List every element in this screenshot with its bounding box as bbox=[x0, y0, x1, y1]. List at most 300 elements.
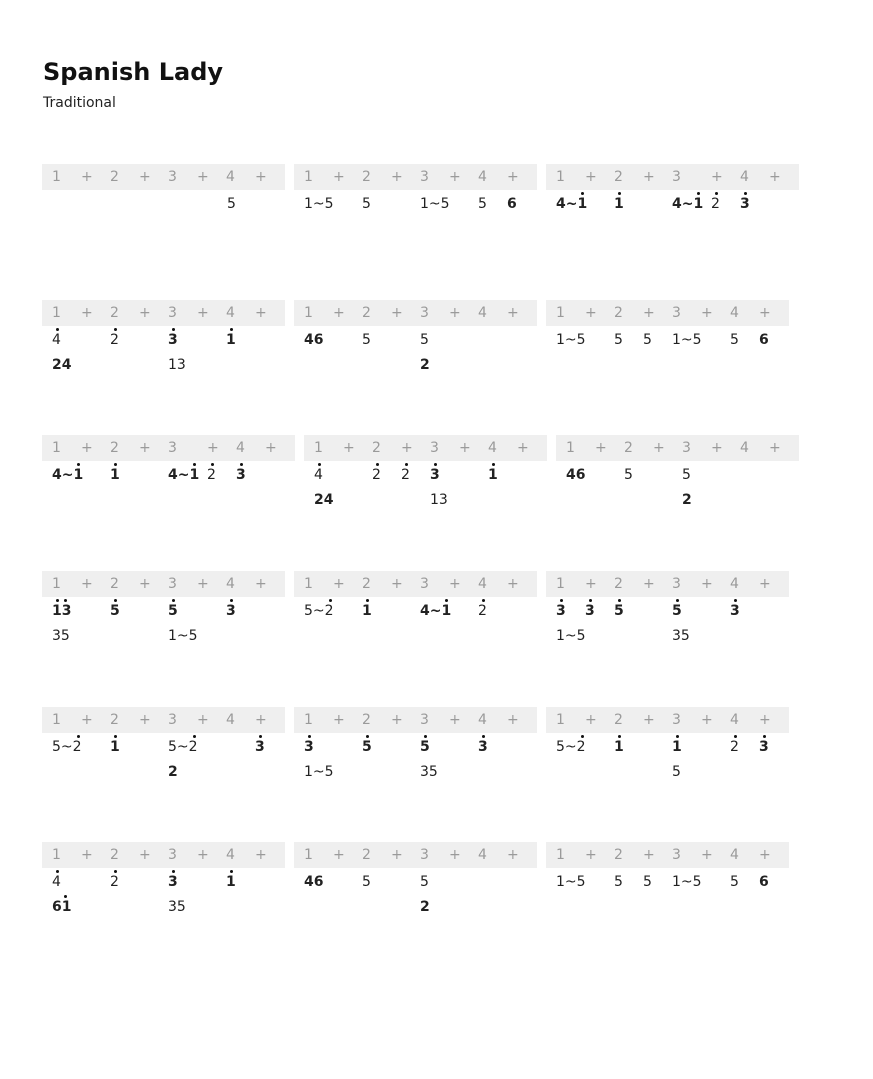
beat-label: 4 bbox=[226, 305, 235, 321]
tab-note: 13 bbox=[168, 357, 186, 373]
beat-label: 2 bbox=[110, 169, 119, 185]
beat-label: 2 bbox=[110, 576, 119, 592]
beat-label: 2 bbox=[110, 305, 119, 321]
tab-note: 1~5 bbox=[556, 874, 586, 890]
octave-dot bbox=[172, 599, 175, 602]
beat-label: 2 bbox=[614, 169, 623, 185]
tab-note: 46 bbox=[304, 874, 324, 890]
beat-label: 3 bbox=[168, 712, 177, 728]
octave-dot bbox=[114, 599, 117, 602]
tab-note: 1 bbox=[226, 874, 236, 890]
beat-label: 3 bbox=[420, 712, 429, 728]
beat-label: + bbox=[391, 576, 403, 592]
beat-label: 3 bbox=[420, 169, 429, 185]
tab-note: 5~2 bbox=[556, 739, 586, 755]
beat-label: 1 bbox=[314, 440, 323, 456]
tab-note: 4 bbox=[52, 874, 61, 890]
beat-label: 2 bbox=[110, 440, 119, 456]
tab-note: 3 bbox=[478, 739, 488, 755]
tab-note: 6 bbox=[507, 196, 517, 212]
beat-label: 1 bbox=[556, 305, 565, 321]
octave-dot bbox=[744, 192, 747, 195]
octave-dot bbox=[230, 599, 233, 602]
beat-label: 3 bbox=[682, 440, 691, 456]
octave-dot bbox=[376, 463, 379, 466]
tab-note: 5 bbox=[362, 739, 372, 755]
tab-note: 5~2 bbox=[168, 739, 198, 755]
tab-note: 5 bbox=[643, 874, 652, 890]
beat-label: 2 bbox=[362, 169, 371, 185]
beat-count-bar bbox=[304, 435, 547, 461]
tab-note: 5 bbox=[682, 467, 691, 483]
tab-note: 1 bbox=[110, 467, 120, 483]
tab-note: 1~5 bbox=[556, 332, 586, 348]
tab-note: 3 bbox=[226, 603, 236, 619]
beat-label: 4 bbox=[478, 847, 487, 863]
beat-label: + bbox=[81, 712, 93, 728]
tab-note: 3 bbox=[730, 603, 740, 619]
beat-label: 1 bbox=[304, 712, 313, 728]
beat-label: + bbox=[759, 305, 771, 321]
tab-note: 2 bbox=[372, 467, 381, 483]
beat-label: + bbox=[197, 576, 209, 592]
tab-note: 3 bbox=[585, 603, 595, 619]
beat-label: 2 bbox=[614, 576, 623, 592]
tab-note: 2 bbox=[401, 467, 410, 483]
beat-label: 4 bbox=[226, 712, 235, 728]
beat-count-bar bbox=[556, 435, 799, 461]
beat-label: 3 bbox=[168, 305, 177, 321]
octave-dot bbox=[434, 463, 437, 466]
octave-dot bbox=[114, 735, 117, 738]
beat-label: + bbox=[81, 576, 93, 592]
beat-label: + bbox=[507, 169, 519, 185]
beat-label: + bbox=[507, 712, 519, 728]
beat-label: 1 bbox=[304, 169, 313, 185]
beat-label: + bbox=[507, 305, 519, 321]
tab-note: 4~1 bbox=[556, 196, 587, 212]
tab-note: 2 bbox=[168, 764, 178, 780]
beat-label: + bbox=[769, 169, 781, 185]
beat-label: + bbox=[207, 440, 219, 456]
tab-note: 2 bbox=[110, 332, 119, 348]
octave-dot bbox=[193, 735, 196, 738]
beat-label: + bbox=[139, 169, 151, 185]
octave-dot bbox=[172, 328, 175, 331]
beat-label: + bbox=[255, 847, 267, 863]
octave-dot bbox=[424, 735, 427, 738]
tab-note: 4~1 bbox=[420, 603, 451, 619]
beat-label: + bbox=[333, 305, 345, 321]
beat-label: + bbox=[333, 712, 345, 728]
beat-label: 4 bbox=[740, 440, 749, 456]
octave-dot bbox=[581, 192, 584, 195]
beat-count-bar bbox=[546, 300, 789, 326]
tab-note: 1 bbox=[614, 196, 624, 212]
beat-label: 2 bbox=[614, 305, 623, 321]
beat-label: + bbox=[449, 712, 461, 728]
octave-dot bbox=[329, 599, 332, 602]
octave-dot bbox=[230, 870, 233, 873]
beat-label: + bbox=[265, 440, 277, 456]
octave-dot bbox=[618, 599, 621, 602]
tab-note: 5~2 bbox=[304, 603, 334, 619]
tab-note: 1~5 bbox=[420, 196, 450, 212]
beat-label: + bbox=[449, 576, 461, 592]
beat-label: + bbox=[459, 440, 471, 456]
tab-note: 5 bbox=[110, 603, 120, 619]
tab-note: 1~5 bbox=[672, 332, 702, 348]
beat-label: + bbox=[391, 169, 403, 185]
tab-note: 1 bbox=[362, 603, 372, 619]
tab-note: 5 bbox=[420, 332, 429, 348]
tab-note: 35 bbox=[168, 899, 186, 915]
octave-dot bbox=[405, 463, 408, 466]
beat-label: 2 bbox=[614, 847, 623, 863]
beat-count-bar bbox=[546, 571, 789, 597]
beat-label: + bbox=[585, 847, 597, 863]
tab-note: 1~5 bbox=[556, 628, 586, 644]
tab-note: 3 bbox=[556, 603, 566, 619]
beat-label: + bbox=[759, 712, 771, 728]
tab-note: 5 bbox=[730, 874, 739, 890]
beat-label: + bbox=[585, 712, 597, 728]
beat-label: 3 bbox=[420, 305, 429, 321]
beat-count-bar bbox=[294, 842, 537, 868]
beat-label: 3 bbox=[168, 576, 177, 592]
octave-dot bbox=[715, 192, 718, 195]
beat-label: 4 bbox=[730, 712, 739, 728]
beat-label: 4 bbox=[730, 305, 739, 321]
beat-label: 4 bbox=[478, 576, 487, 592]
beat-label: 4 bbox=[488, 440, 497, 456]
octave-dot bbox=[56, 870, 59, 873]
tab-note: 5 bbox=[614, 332, 623, 348]
tab-note: 1 bbox=[614, 739, 624, 755]
beat-label: + bbox=[139, 305, 151, 321]
beat-label: + bbox=[139, 440, 151, 456]
tab-note: 5 bbox=[227, 196, 236, 212]
tab-note: 2 bbox=[110, 874, 119, 890]
tab-note: 3 bbox=[740, 196, 750, 212]
beat-label: 2 bbox=[372, 440, 381, 456]
tab-note: 13 bbox=[52, 603, 71, 619]
beat-label: 2 bbox=[110, 847, 119, 863]
octave-dot bbox=[492, 463, 495, 466]
beat-label: 1 bbox=[556, 847, 565, 863]
song-title: Spanish Lady bbox=[43, 58, 224, 86]
beat-label: 1 bbox=[304, 576, 313, 592]
song-subtitle: Traditional bbox=[43, 95, 116, 111]
octave-dot bbox=[618, 735, 621, 738]
beat-label: + bbox=[197, 847, 209, 863]
tab-note: 2 bbox=[420, 899, 430, 915]
octave-dot bbox=[64, 599, 67, 602]
beat-label: 4 bbox=[478, 712, 487, 728]
octave-dot bbox=[734, 735, 737, 738]
tab-note: 1 bbox=[672, 739, 682, 755]
tab-note: 1~5 bbox=[304, 764, 334, 780]
octave-dot bbox=[211, 463, 214, 466]
beat-label: 2 bbox=[110, 712, 119, 728]
beat-count-bar bbox=[294, 164, 537, 190]
tab-note: 6 bbox=[759, 332, 769, 348]
octave-dot bbox=[193, 463, 196, 466]
beat-label: + bbox=[81, 440, 93, 456]
octave-dot bbox=[366, 735, 369, 738]
tab-note: 5 bbox=[730, 332, 739, 348]
beat-label: + bbox=[391, 847, 403, 863]
beat-label: 4 bbox=[226, 169, 235, 185]
tab-note: 5 bbox=[478, 196, 487, 212]
octave-dot bbox=[56, 328, 59, 331]
beat-label: + bbox=[517, 440, 529, 456]
beat-label: 1 bbox=[304, 305, 313, 321]
tab-note: 3 bbox=[168, 874, 178, 890]
beat-label: + bbox=[585, 169, 597, 185]
beat-label: + bbox=[643, 169, 655, 185]
octave-dot bbox=[581, 735, 584, 738]
tab-note: 2 bbox=[420, 357, 430, 373]
tab-note: 5 bbox=[362, 874, 371, 890]
tab-note: 1 bbox=[488, 467, 498, 483]
tab-note: 1~5 bbox=[672, 874, 702, 890]
beat-label: + bbox=[197, 169, 209, 185]
tab-note: 3 bbox=[759, 739, 769, 755]
tab-note: 2 bbox=[207, 467, 216, 483]
beat-label: + bbox=[81, 305, 93, 321]
beat-label: 1 bbox=[52, 847, 61, 863]
tab-note: 5 bbox=[362, 196, 371, 212]
beat-label: + bbox=[643, 712, 655, 728]
tab-note: 35 bbox=[420, 764, 438, 780]
beat-count-bar bbox=[42, 300, 285, 326]
tab-note: 5 bbox=[420, 739, 430, 755]
beat-label: 4 bbox=[740, 169, 749, 185]
tab-note: 5 bbox=[614, 874, 623, 890]
tab-note: 3 bbox=[236, 467, 246, 483]
octave-dot bbox=[64, 895, 67, 898]
octave-dot bbox=[445, 599, 448, 602]
tab-note: 3 bbox=[255, 739, 265, 755]
beat-label: + bbox=[255, 305, 267, 321]
tab-note: 4~1 bbox=[672, 196, 703, 212]
beat-label: + bbox=[701, 305, 713, 321]
tab-note: 5 bbox=[624, 467, 633, 483]
octave-dot bbox=[482, 735, 485, 738]
beat-label: + bbox=[139, 847, 151, 863]
beat-count-bar bbox=[546, 707, 789, 733]
octave-dot bbox=[56, 599, 59, 602]
beat-label: 3 bbox=[420, 576, 429, 592]
tab-note: 4~1 bbox=[168, 467, 199, 483]
octave-dot bbox=[560, 599, 563, 602]
beat-label: + bbox=[701, 847, 713, 863]
beat-label: 4 bbox=[226, 847, 235, 863]
beat-count-bar bbox=[42, 164, 285, 190]
beat-label: + bbox=[139, 576, 151, 592]
beat-count-bar bbox=[42, 842, 285, 868]
octave-dot bbox=[114, 328, 117, 331]
beat-count-bar bbox=[42, 571, 285, 597]
beat-label: 3 bbox=[430, 440, 439, 456]
tab-note: 1~5 bbox=[168, 628, 198, 644]
beat-label: 1 bbox=[52, 576, 61, 592]
octave-dot bbox=[240, 463, 243, 466]
beat-label: 2 bbox=[624, 440, 633, 456]
beat-label: + bbox=[643, 576, 655, 592]
beat-label: 3 bbox=[672, 712, 681, 728]
tab-note: 5 bbox=[168, 603, 178, 619]
beat-label: + bbox=[197, 712, 209, 728]
beat-label: 3 bbox=[672, 305, 681, 321]
octave-dot bbox=[318, 463, 321, 466]
beat-count-bar bbox=[294, 571, 537, 597]
octave-dot bbox=[676, 599, 679, 602]
octave-dot bbox=[259, 735, 262, 738]
beat-label: 4 bbox=[730, 847, 739, 863]
tab-note: 46 bbox=[566, 467, 586, 483]
beat-label: + bbox=[643, 305, 655, 321]
beat-label: + bbox=[585, 305, 597, 321]
beat-label: + bbox=[653, 440, 665, 456]
beat-label: 4 bbox=[730, 576, 739, 592]
beat-label: + bbox=[449, 847, 461, 863]
beat-label: + bbox=[139, 712, 151, 728]
beat-label: 1 bbox=[556, 712, 565, 728]
beat-label: + bbox=[711, 440, 723, 456]
beat-label: 2 bbox=[362, 305, 371, 321]
beat-count-bar bbox=[294, 300, 537, 326]
beat-label: + bbox=[81, 169, 93, 185]
beat-label: 3 bbox=[420, 847, 429, 863]
beat-label: 3 bbox=[672, 847, 681, 863]
beat-label: 2 bbox=[614, 712, 623, 728]
beat-label: + bbox=[701, 576, 713, 592]
tab-note: 5 bbox=[643, 332, 652, 348]
octave-dot bbox=[618, 192, 621, 195]
beat-label: + bbox=[449, 305, 461, 321]
beat-label: + bbox=[585, 576, 597, 592]
octave-dot bbox=[366, 599, 369, 602]
beat-label: 1 bbox=[304, 847, 313, 863]
tab-note: 5 bbox=[672, 764, 681, 780]
octave-dot bbox=[77, 463, 80, 466]
beat-label: + bbox=[343, 440, 355, 456]
beat-label: + bbox=[333, 847, 345, 863]
beat-label: 1 bbox=[52, 712, 61, 728]
beat-label: 1 bbox=[52, 169, 61, 185]
octave-dot bbox=[482, 599, 485, 602]
tab-note: 13 bbox=[430, 492, 448, 508]
beat-label: + bbox=[401, 440, 413, 456]
beat-label: + bbox=[759, 576, 771, 592]
beat-label: 1 bbox=[556, 576, 565, 592]
octave-dot bbox=[77, 735, 80, 738]
beat-label: 3 bbox=[168, 847, 177, 863]
octave-dot bbox=[697, 192, 700, 195]
beat-label: + bbox=[391, 712, 403, 728]
tab-note: 3 bbox=[430, 467, 440, 483]
tab-note: 3 bbox=[168, 332, 178, 348]
octave-dot bbox=[589, 599, 592, 602]
beat-label: + bbox=[759, 847, 771, 863]
beat-label: 3 bbox=[672, 576, 681, 592]
tab-note: 4~1 bbox=[52, 467, 83, 483]
tab-note: 24 bbox=[52, 357, 72, 373]
beat-label: + bbox=[449, 169, 461, 185]
beat-label: 3 bbox=[672, 169, 681, 185]
beat-label: 2 bbox=[362, 576, 371, 592]
tab-note: 2 bbox=[730, 739, 739, 755]
tab-note: 5 bbox=[672, 603, 682, 619]
tab-note: 35 bbox=[52, 628, 70, 644]
octave-dot bbox=[114, 463, 117, 466]
tab-note: 4 bbox=[52, 332, 61, 348]
beat-label: 1 bbox=[52, 440, 61, 456]
tab-note: 61 bbox=[52, 899, 71, 915]
beat-label: + bbox=[595, 440, 607, 456]
beat-label: + bbox=[711, 169, 723, 185]
tab-note: 5~2 bbox=[52, 739, 82, 755]
tab-note: 4 bbox=[314, 467, 323, 483]
tab-note: 3 bbox=[304, 739, 314, 755]
beat-label: 2 bbox=[362, 847, 371, 863]
tab-note: 35 bbox=[672, 628, 690, 644]
beat-label: 1 bbox=[556, 169, 565, 185]
beat-label: + bbox=[391, 305, 403, 321]
tab-note: 1~5 bbox=[304, 196, 334, 212]
beat-label: 3 bbox=[168, 440, 177, 456]
beat-label: + bbox=[333, 576, 345, 592]
beat-label: 4 bbox=[236, 440, 245, 456]
beat-label: + bbox=[507, 576, 519, 592]
beat-label: + bbox=[333, 169, 345, 185]
beat-label: + bbox=[197, 305, 209, 321]
tab-note: 1 bbox=[110, 739, 120, 755]
beat-count-bar bbox=[546, 842, 789, 868]
beat-label: + bbox=[81, 847, 93, 863]
octave-dot bbox=[734, 599, 737, 602]
beat-label: + bbox=[255, 576, 267, 592]
octave-dot bbox=[308, 735, 311, 738]
tab-note: 5 bbox=[420, 874, 429, 890]
beat-label: + bbox=[507, 847, 519, 863]
tab-note: 2 bbox=[682, 492, 692, 508]
octave-dot bbox=[114, 870, 117, 873]
beat-label: 4 bbox=[478, 305, 487, 321]
beat-count-bar bbox=[42, 435, 295, 461]
beat-count-bar bbox=[42, 707, 285, 733]
octave-dot bbox=[230, 328, 233, 331]
beat-label: + bbox=[255, 169, 267, 185]
beat-label: + bbox=[255, 712, 267, 728]
octave-dot bbox=[172, 870, 175, 873]
beat-label: + bbox=[769, 440, 781, 456]
beat-label: 1 bbox=[566, 440, 575, 456]
beat-count-bar bbox=[546, 164, 799, 190]
tab-note: 46 bbox=[304, 332, 324, 348]
beat-label: 2 bbox=[362, 712, 371, 728]
beat-count-bar bbox=[294, 707, 537, 733]
tab-note: 2 bbox=[478, 603, 487, 619]
tab-note: 24 bbox=[314, 492, 334, 508]
tab-note: 1 bbox=[226, 332, 236, 348]
beat-label: 3 bbox=[168, 169, 177, 185]
beat-label: + bbox=[643, 847, 655, 863]
tab-note: 6 bbox=[759, 874, 769, 890]
tab-note: 5 bbox=[362, 332, 371, 348]
